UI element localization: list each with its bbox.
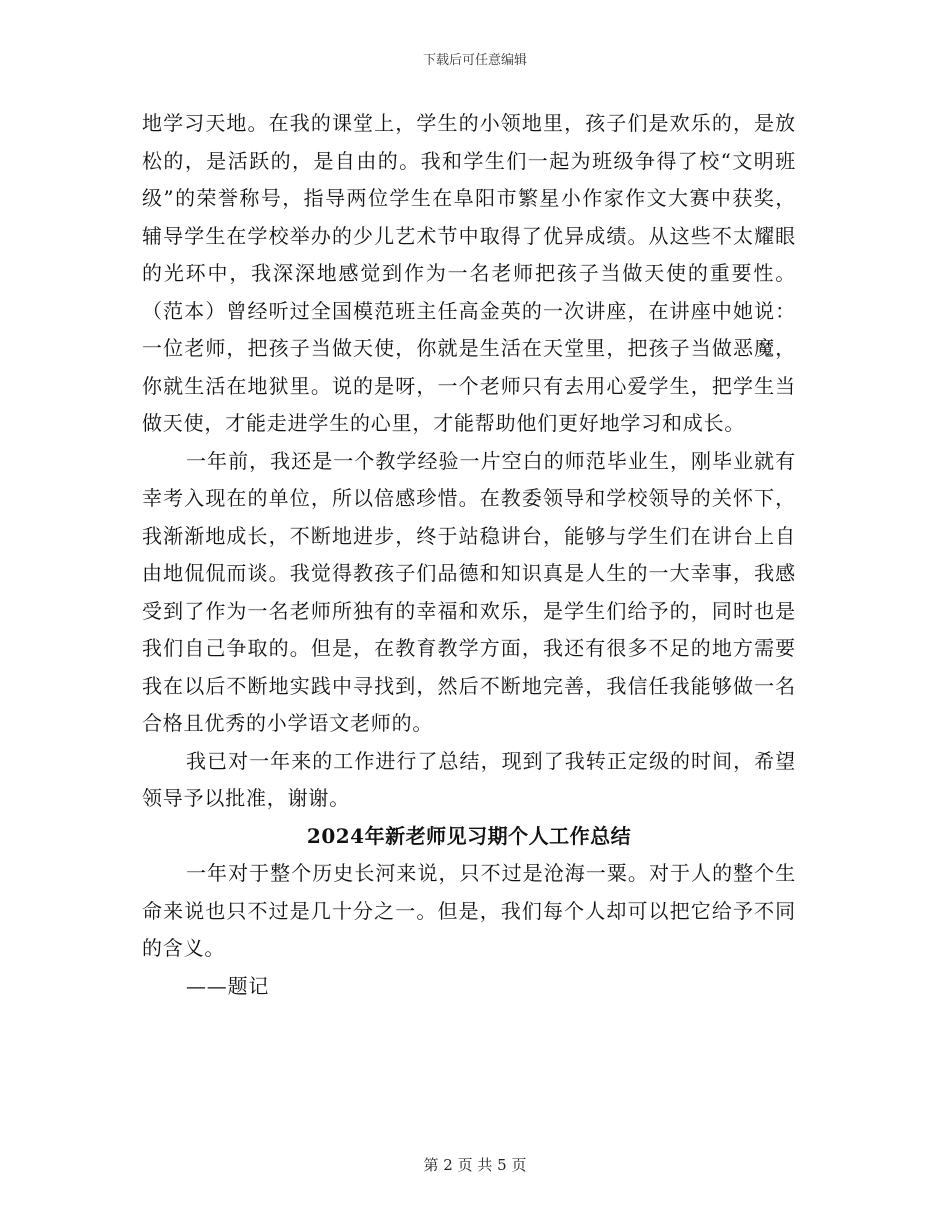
paragraph-continuation: 地学习天地。在我的课堂上，学生的小领地里，孩子们是欢乐的，是放松的，是活跃的，是自由的。我和学生们一起为班级争得了校“文明班级”的荣誉称号，指导两位学生在阜阳市繁星小作家作文大赛中获奖，辅导学生在学校举办的少儿艺术节中取得了优异成绩。从这些不太耀眼的光环中，我深深地感觉到作为一名老师把孩子当做天使的重要性。（范本）曾经听过全国模范班主任高金英的一次讲座，在讲座中她说：一位老师，把孩子当做天使，你就是生活在天堂里，把孩子当做恶魔，你就生活在地狱里。说的是呀，一个老师只有去用心爱学生，把学生当做天使，才能走进学生的心里，才能帮助他们更好地学习和成长。 bbox=[142, 111, 796, 435]
paragraph-epigraph-attribution: ——题记 bbox=[186, 973, 270, 998]
section-title: 2024年新老师见习期个人工作总结 bbox=[306, 823, 632, 848]
page-header: 下载后可任意编辑 bbox=[422, 53, 527, 68]
document-body bbox=[142, 105, 796, 1005]
paragraph-experience: 一年前，我还是一个教学经验一片空白的师范毕业生，刚毕业就有幸考入现在的单位，所以倍感珍惜。在教委领导和学校领导的关怀下，我渐渐地成长，不断地进步，终于站稳讲台，能够与学生们在讲台上自由地侃侃而谈。我觉得教孩子们品德和知识真是人生的一大幸事，我感受到了作为一名老师所独有的幸福和欢乐，是学生们给予的，同时也是我们自己争取的。但是，在教育教学方面，我还有很多不足的地方需要我在以后不断地实践中寻找到，然后不断地完善，我信任我能够做一名合格且优秀的小学语文老师的。 bbox=[142, 448, 796, 735]
page-number: 第 2 页 共 5 页 bbox=[423, 1156, 527, 1174]
paragraph-epigraph: 一年对于整个历史长河来说，只不过是沧海一粟。对于人的整个生命来说也只不过是几十分之一。但是，我们每个人却可以把它给予不同的含义。 bbox=[142, 861, 796, 960]
paragraph-closing: 我已对一年来的工作进行了总结，现到了我转正定级的时间，希望领导予以批准，谢谢。 bbox=[142, 748, 796, 810]
